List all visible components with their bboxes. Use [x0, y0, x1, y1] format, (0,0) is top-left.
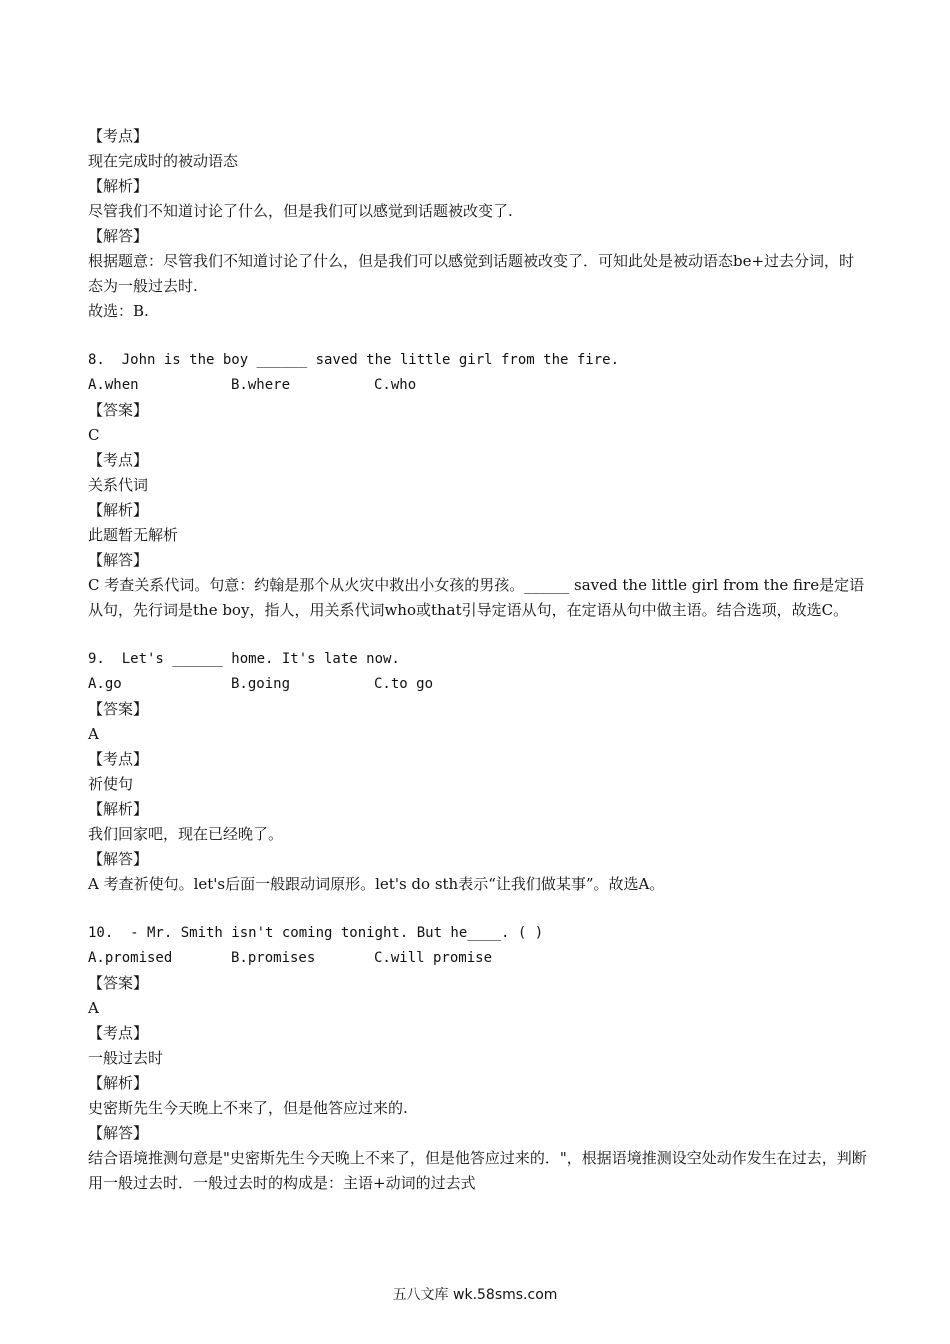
option-c: C.who: [374, 377, 417, 393]
option-c: C.to go: [374, 676, 434, 692]
section-label-kaodian: 【考点】: [88, 750, 149, 768]
option-c: C.will promise: [374, 950, 493, 966]
conclusion-text: 故选：B.: [88, 302, 149, 320]
section-label-jiexi: 【解析】: [88, 1074, 149, 1092]
jieda-text: 根据题意：尽管我们不知道讨论了什么，但是我们可以感觉到话题被改变了．可知此处是被动语态be+过去分词，时态为一般过去时.: [88, 252, 855, 295]
jiexi-text: 此题暂无解析: [88, 526, 179, 544]
answer-text: A: [88, 999, 99, 1017]
kaodian-text: 祈使句: [88, 775, 134, 793]
document-page: [88, 124, 868, 1196]
option-b: B.going: [231, 676, 291, 692]
section-label-kaodian: 【考点】: [88, 451, 149, 469]
options-9: [88, 672, 868, 697]
question-8: 8. John is the boy ______ saved the little girl from the fire.: [88, 352, 620, 368]
section-label-kaodian: 【考点】: [88, 127, 149, 145]
answer-text: A: [88, 725, 99, 743]
section-label-jiexi: 【解析】: [88, 177, 149, 195]
kaodian-text: 现在完成时的被动语态: [88, 152, 239, 170]
jiexi-text: 我们回家吧，现在已经晚了。: [88, 825, 284, 843]
kaodian-text: 关系代词: [88, 476, 149, 494]
section-label-jieda: 【解答】: [88, 850, 149, 868]
answer-text: C: [88, 426, 100, 444]
section-label-answer: 【答案】: [88, 974, 149, 992]
section-label-kaodian: 【考点】: [88, 1024, 149, 1042]
option-b: B.promises: [231, 950, 316, 966]
jieda-text: 结合语境推测句意是"史密斯先生今天晚上不来了，但是他答应过来的．"，根据语境推测设空处动作发生在过去，判断用一般过去时．一般过去时的构成是：主语+动词的过去式: [88, 1149, 867, 1192]
section-label-jieda: 【解答】: [88, 1124, 149, 1142]
section-label-jieda: 【解答】: [88, 551, 149, 569]
options-10: [88, 946, 868, 971]
kaodian-text: 一般过去时: [88, 1049, 164, 1067]
jiexi-text: 史密斯先生今天晚上不来了，但是他答应过来的.: [88, 1099, 408, 1117]
section-label-jieda: 【解答】: [88, 227, 149, 245]
jieda-text: A 考查祈使句。let's后面一般跟动词原形。let's do sth表示“让我们做某事”。故选A。: [88, 875, 665, 893]
section-label-jiexi: 【解析】: [88, 800, 149, 818]
section-label-jiexi: 【解析】: [88, 501, 149, 519]
footer-watermark: 五八文库 wk.58sms.com: [392, 1287, 558, 1303]
option-b: B.where: [231, 377, 291, 393]
section-label-answer: 【答案】: [88, 700, 149, 718]
option-a: A.go: [88, 676, 122, 692]
option-a: A.promised: [88, 950, 173, 966]
section-label-answer: 【答案】: [88, 401, 149, 419]
jiexi-text: 尽管我们不知道讨论了什么，但是我们可以感觉到话题被改变了.: [88, 202, 513, 220]
question-10: 10. - Mr. Smith isn't coming tonight. But he____. ( ): [88, 925, 544, 941]
option-a: A.when: [88, 377, 139, 393]
jieda-text: C 考查关系代词。句意：约翰是那个从火灾中救出小女孩的男孩。______ saved the little girl from the fire是定语从句，先行词是the boy，指人，用关系代词who或that引导定语从句，在定语从句中做主语。结合选项，故选C。: [88, 576, 865, 619]
question-9: 9. Let's ______ home. It's late now.: [88, 651, 400, 667]
options-8: [88, 373, 868, 398]
